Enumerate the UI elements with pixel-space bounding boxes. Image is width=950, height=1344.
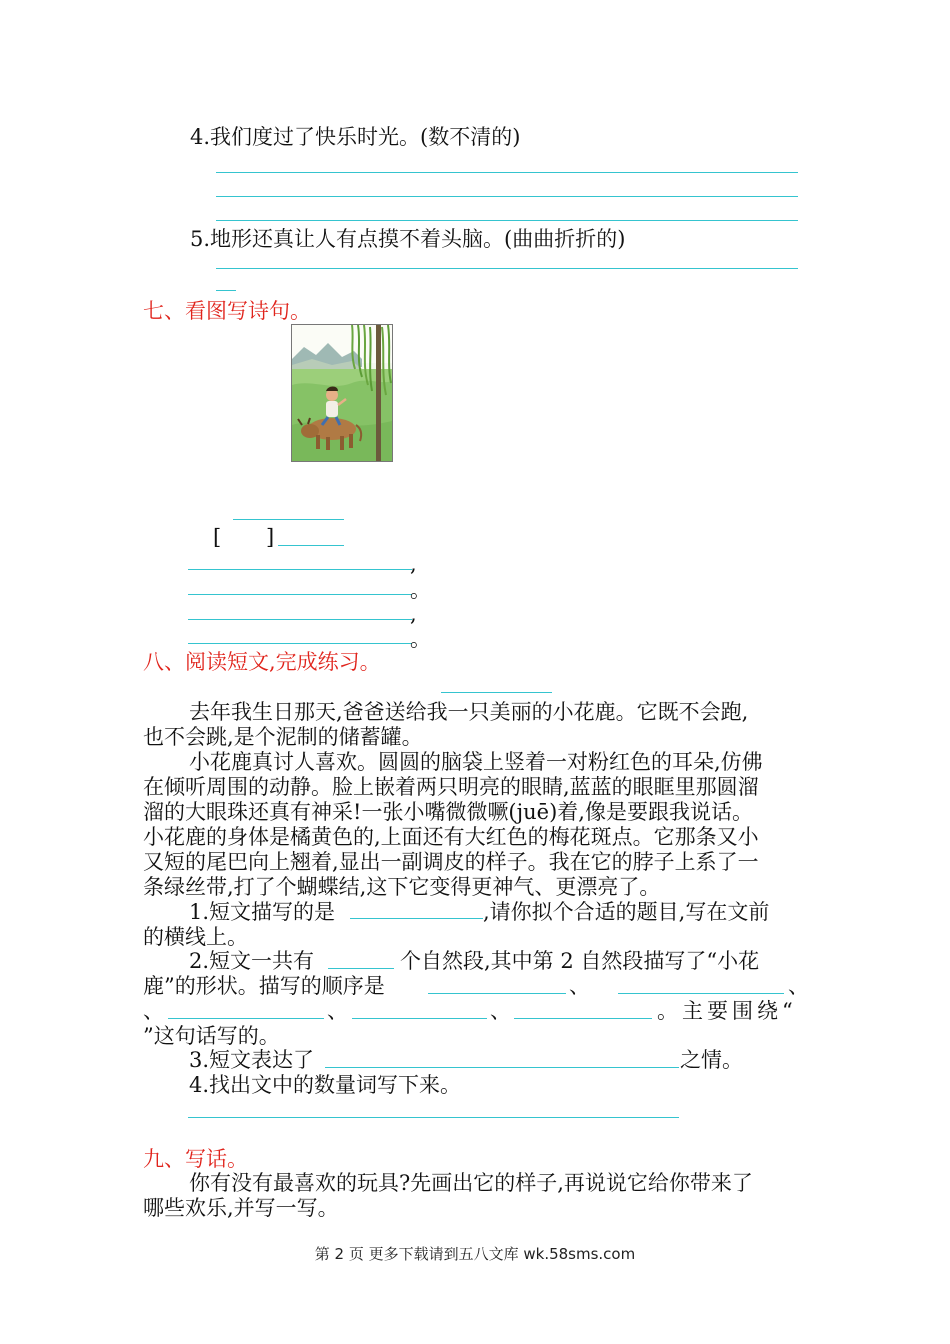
bracket-right: ] xyxy=(266,525,275,549)
poem-line-3[interactable] xyxy=(188,619,412,620)
answer-line[interactable] xyxy=(216,220,798,221)
q1-text-c: 的横线上。 xyxy=(143,925,248,949)
q2-separator-1: 、 xyxy=(569,974,590,998)
q2-order-blank-4[interactable] xyxy=(352,1018,487,1019)
passage-p2-line5: 又短的尾巴向上翘着,显出一副调皮的样子。我在它的脖子上系了一 xyxy=(143,850,759,874)
q3-text-a: 3.短文表达了 xyxy=(189,1048,315,1072)
passage-p2-line2: 在倾听周围的动静。脸上嵌着两只明亮的眼睛,蓝蓝的眼眶里那圆溜 xyxy=(143,775,759,799)
poem-comma-2: , xyxy=(410,602,417,626)
passage-p1-line2: 也不会跳,是个泥制的储蓄罐。 xyxy=(143,725,423,749)
q3-blank[interactable] xyxy=(325,1067,679,1068)
poem-line-4[interactable] xyxy=(188,643,412,644)
q1-text-b: ,请你拟个合适的题目,写在文前 xyxy=(483,900,770,924)
q2-text-b: 个自然段,其中第 2 自然段描写了“小花 xyxy=(400,949,760,973)
section-9-line1: 你有没有最喜欢的玩具?先画出它的样子,再说说它给你带来了 xyxy=(189,1171,753,1195)
q2-separator-4: 、 xyxy=(327,999,348,1023)
q2-text-c: 鹿”的形状。描写的顺序是 xyxy=(143,974,385,998)
answer-line[interactable] xyxy=(216,196,798,197)
q2-separator-5: 、 xyxy=(490,999,511,1023)
boy-riding-ox-illustration xyxy=(291,324,393,462)
passage-p1-line1: 去年我生日那天,爸爸送给我一只美丽的小花鹿。它既不会跑, xyxy=(189,700,749,724)
q2-separator-3: 、 xyxy=(143,999,164,1023)
page-footer: 第 2 页 更多下载请到五八文库 wk.58sms.com xyxy=(314,1245,636,1263)
q1-blank[interactable] xyxy=(350,918,483,919)
article-title-line[interactable] xyxy=(441,692,552,693)
answer-line[interactable] xyxy=(216,290,236,291)
poem-author-line[interactable] xyxy=(278,545,344,546)
q6-item-4: 4.我们度过了快乐时光。(数不清的) xyxy=(190,125,521,149)
poem-period-1: 。 xyxy=(410,578,431,602)
poem-line-1[interactable] xyxy=(188,569,412,570)
section-7-heading: 七、看图写诗句。 xyxy=(143,299,311,323)
poem-period-2: 。 xyxy=(410,627,431,651)
q2-order-blank-2[interactable] xyxy=(618,993,784,994)
section-9-heading: 九、写话。 xyxy=(143,1147,248,1171)
section-9-line2: 哪些欢乐,并写一写。 xyxy=(143,1196,339,1220)
q2-order-blank-3[interactable] xyxy=(168,1018,324,1019)
q2-text-d: 。主要围绕“ xyxy=(657,999,797,1023)
passage-p2-line1: 小花鹿真讨人喜欢。圆圆的脑袋上竖着一对粉红色的耳朵,仿佛 xyxy=(189,750,763,774)
q2-paragraph-count-blank[interactable] xyxy=(328,968,394,969)
passage-p2-line3: 溜的大眼珠还真有神采!一张小嘴微微噘(juē)着,像是要跟我说话。 xyxy=(143,800,753,824)
bracket-left: [ xyxy=(213,525,222,549)
q6-item-5: 5.地形还真让人有点摸不着头脑。(曲曲折折的) xyxy=(190,227,626,251)
q2-separator-2: 、 xyxy=(788,974,809,998)
q2-order-blank-5[interactable] xyxy=(514,1018,652,1019)
illustration-svg xyxy=(292,325,392,461)
passage-p2-line6: 条绿丝带,打了个蝴蝶结,这下它变得更神气、更漂亮了。 xyxy=(143,875,661,899)
poem-line-2[interactable] xyxy=(188,594,412,595)
q2-text-a: 2.短文一共有 xyxy=(189,949,315,973)
q4-text: 4.找出文中的数量词写下来。 xyxy=(189,1073,462,1097)
section-8-heading: 八、阅读短文,完成练习。 xyxy=(143,650,381,674)
answer-line[interactable] xyxy=(216,268,798,269)
poem-title-line[interactable] xyxy=(233,519,344,520)
poem-comma-1: , xyxy=(410,552,417,576)
q2-order-blank-1[interactable] xyxy=(428,993,566,994)
q4-answer-line[interactable] xyxy=(188,1117,679,1118)
q1-text-a: 1.短文描写的是 xyxy=(189,900,336,924)
q2-text-e: ”这句话写的。 xyxy=(143,1024,280,1048)
answer-line[interactable] xyxy=(216,172,798,173)
q3-text-b: 之情。 xyxy=(680,1048,743,1072)
passage-p2-line4: 小花鹿的身体是橘黄色的,上面还有大红色的梅花斑点。它那条又小 xyxy=(143,825,759,849)
